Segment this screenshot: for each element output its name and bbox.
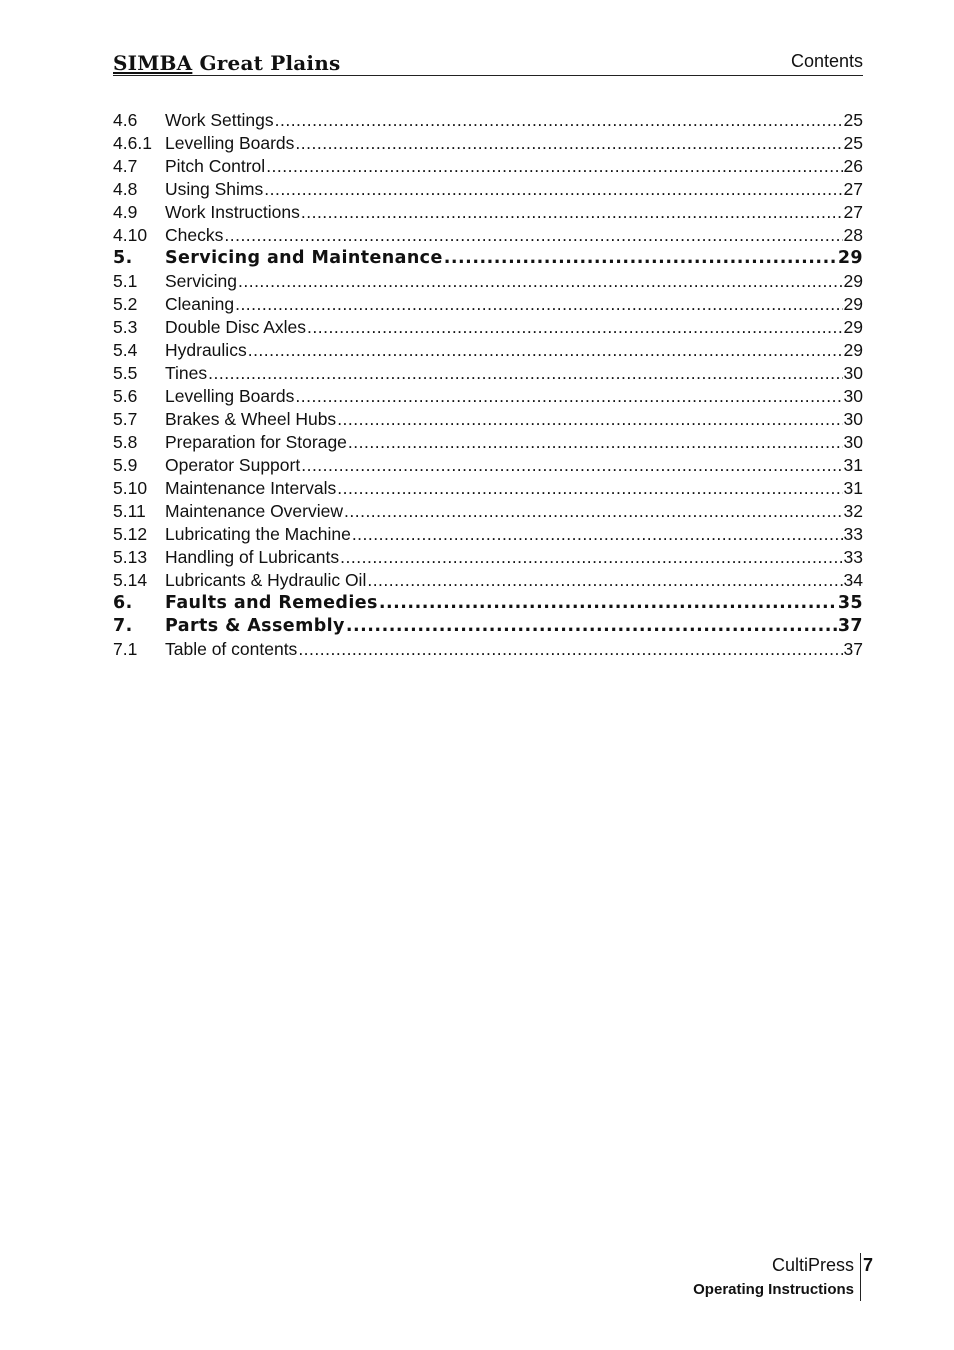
toc-entry-number: 6. [113,593,133,613]
toc-entry-page: 29 [843,340,863,360]
toc-entry-number: 7. [113,616,133,636]
toc-entry-page: 29 [843,271,863,291]
toc-entry-number: 4.7 [113,156,138,176]
toc-entry-number: 5.1 [113,271,138,291]
toc-entry[interactable] [113,638,863,661]
toc-entry[interactable] [113,385,863,408]
toc-entry-page: 33 [843,524,863,544]
toc-entry-page: 28 [843,225,863,245]
toc-entry-page: 34 [843,570,863,590]
toc-entry-page: 26 [843,156,863,176]
toc-entry[interactable] [113,270,863,293]
toc-entry-title: Parts & Assembly [165,616,345,636]
toc-entry[interactable] [113,339,863,362]
toc-dot-leader [301,201,843,224]
page-header [113,48,863,76]
toc-dot-leader [235,293,842,316]
toc-entry-title: Work Settings [165,110,274,130]
toc-dot-leader [275,109,843,132]
toc-entry-title: Levelling Boards [165,133,295,153]
toc-dot-leader [352,523,843,546]
toc-dot-leader [298,638,842,661]
toc-entry-title: Work Instructions [165,202,300,222]
toc-entry-number: 5.5 [113,363,138,383]
toc-entry-page: 29 [843,294,863,314]
toc-entry[interactable] [113,569,863,592]
toc-entry-number: 4.8 [113,179,138,199]
toc-entry-number: 5.7 [113,409,138,429]
toc-dot-leader [307,316,842,339]
toc-entry-title: Hydraulics [165,340,247,360]
toc-dot-leader [266,155,842,178]
toc-entry-title: Servicing and Maintenance [165,248,443,268]
toc-entry[interactable] [113,201,863,224]
toc-entry[interactable] [113,293,863,316]
toc-entry-number: 5.3 [113,317,138,337]
toc-dot-leader [346,615,837,638]
toc-entry-page: 32 [843,501,863,521]
toc-entry[interactable] [113,546,863,569]
toc-entry-number: 4.10 [113,225,148,245]
toc-dot-leader [248,339,843,362]
toc-entry-title: Servicing [165,271,237,291]
toc-entry-page: 35 [837,593,863,613]
toc-entry-number: 5.4 [113,340,138,360]
toc-entry-number: 7.1 [113,639,138,659]
toc-dot-leader [367,569,842,592]
page-footer [600,1253,873,1301]
toc-entry-title: Lubricants & Hydraulic Oil [165,570,367,590]
toc-dot-leader [340,546,842,569]
toc-entry-title: Tines [165,363,208,383]
brand-logo [113,51,340,75]
toc-entry[interactable] [113,362,863,385]
toc-dot-leader [337,408,842,431]
toc-entry-number: 5. [113,248,133,268]
toc-entry[interactable] [113,454,863,477]
toc-entry-title: Handling of Lubricants [165,547,340,567]
toc-entry[interactable] [113,592,863,615]
toc-dot-leader [264,178,842,201]
toc-dot-leader [238,270,843,293]
toc-entry-number: 5.12 [113,524,148,544]
toc-dot-leader [301,454,842,477]
toc-entry-number: 5.14 [113,570,148,590]
toc-entry-title: Operator Support [165,455,301,475]
toc-entry-title: Levelling Boards [165,386,295,406]
toc-entry[interactable] [113,615,863,638]
toc-entry-number: 5.10 [113,478,148,498]
toc-entry-title: Faults and Remedies [165,593,378,613]
toc-dot-leader [224,224,842,247]
toc-entry[interactable] [113,431,863,454]
toc-entry-page: 33 [843,547,863,567]
toc-entry[interactable] [113,477,863,500]
toc-entry-page: 37 [843,639,863,659]
toc-entry-number: 5.11 [113,501,146,521]
toc-entry-number: 5.9 [113,455,138,475]
toc-entry-number: 4.6 [113,110,138,130]
toc-entry-page: 29 [843,317,863,337]
toc-entry-title: Brakes & Wheel Hubs [165,409,337,429]
toc-dot-leader [344,500,843,523]
product-name: CultiPress [771,1255,854,1275]
toc-entry-number: 5.2 [113,294,138,314]
toc-entry-page: 30 [843,363,863,383]
toc-entry-number: 5.8 [113,432,138,452]
toc-entry-title: Lubricating the Machine [165,524,351,544]
toc-entry[interactable] [113,500,863,523]
toc-entry-number: 4.9 [113,202,138,222]
toc-entry-title: Pitch Control [165,156,266,176]
toc-entry-page: 27 [843,202,863,222]
toc-entry-title: Cleaning [165,294,235,314]
document-subtitle: Operating Instructions [693,1281,854,1298]
toc-entry[interactable] [113,178,863,201]
toc-entry-title: Maintenance Intervals [165,478,337,498]
toc-dot-leader [208,362,842,385]
toc-entry-title: Table of contents [165,639,298,659]
toc-dot-leader [379,592,837,615]
toc-entry-page: 25 [843,133,863,153]
toc-entry-page: 30 [843,432,863,452]
toc-dot-leader [337,477,842,500]
toc-entry-title: Double Disc Axles [165,317,307,337]
toc-entry[interactable] [113,109,863,132]
footer-divider [860,1253,862,1301]
toc-dot-leader [295,385,842,408]
brand-simba: SIMBA [113,51,193,75]
toc-entry[interactable] [113,224,863,247]
toc-dot-leader [348,431,843,454]
toc-dot-leader [444,247,837,270]
toc-entry[interactable] [113,155,863,178]
brand-great-plains: Great Plains [199,51,341,75]
toc-entry-title: Maintenance Overview [165,501,343,521]
toc-entry-page: 31 [843,455,863,475]
toc-entry-number: 4.6.1 [113,133,152,153]
toc-entry-number: 5.6 [113,386,138,406]
toc-entry-number: 5.13 [113,547,148,567]
toc-entry[interactable] [113,247,863,270]
toc-dot-leader [295,132,842,155]
toc-entry-page: 31 [843,478,863,498]
toc-entry-page: 27 [843,179,863,199]
toc-entry[interactable] [113,132,863,155]
toc-entry-title: Checks [165,225,224,245]
toc-entry-page: 29 [837,248,863,268]
toc-entry[interactable] [113,316,863,339]
toc-entry-title: Preparation for Storage [165,432,347,452]
toc-entry-page: 30 [843,386,863,406]
toc-entry[interactable] [113,523,863,546]
toc-entry-page: 25 [843,110,863,130]
table-of-contents [113,109,863,661]
toc-entry-page: 37 [837,616,863,636]
toc-entry-title: Using Shims [165,179,264,199]
toc-entry-page: 30 [843,409,863,429]
toc-entry[interactable] [113,408,863,431]
section-title: Contents [790,51,863,71]
page-number: 7 [862,1255,873,1275]
